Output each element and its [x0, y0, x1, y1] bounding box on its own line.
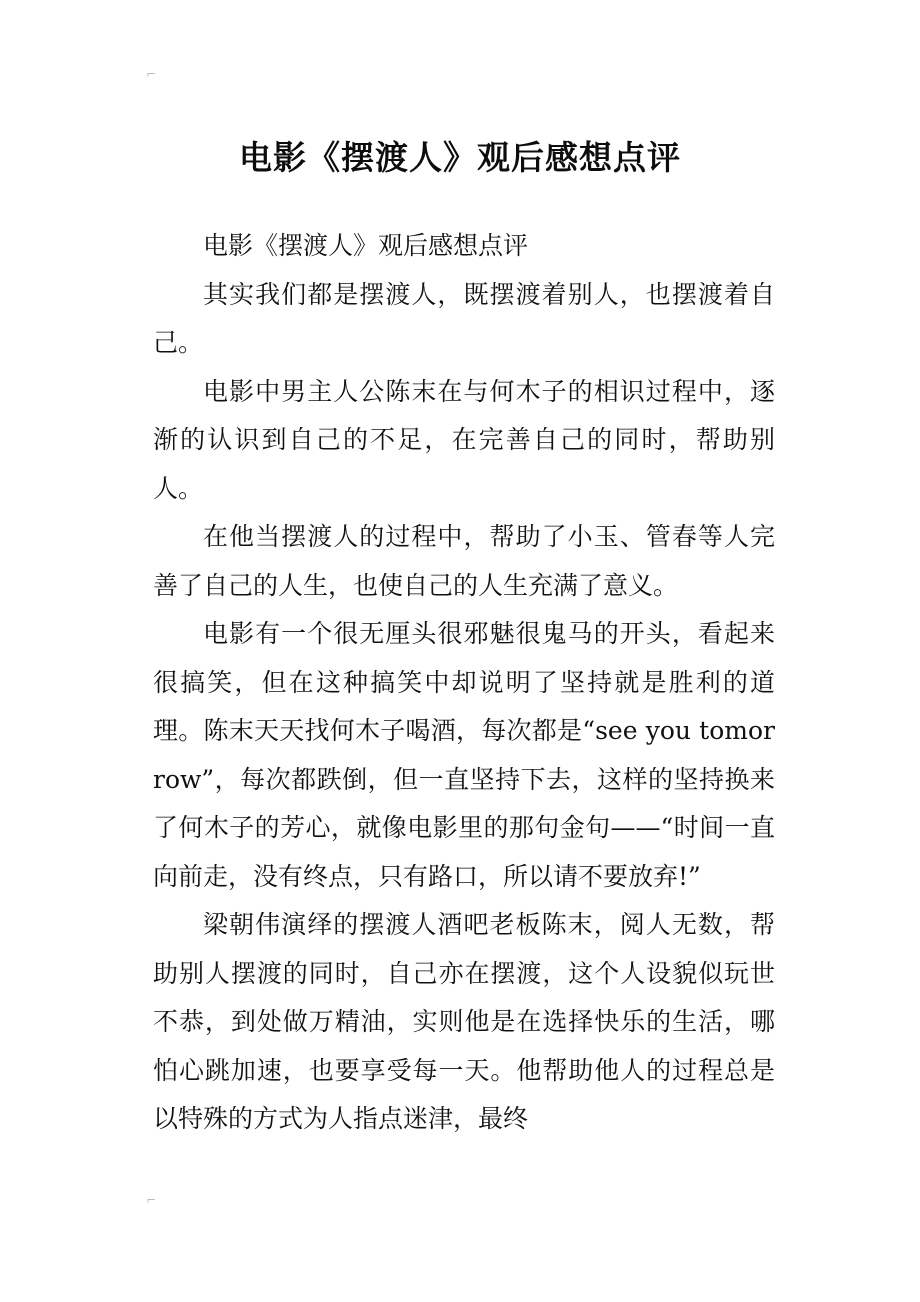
paragraph: 电影中男主人公陈末在与何木子的相识过程中，逐渐的认识到自己的不足，在完善自己的同时，帮助别人。: [153, 376, 775, 503]
corner-mark-top-left: ⌐: [146, 67, 157, 81]
document-title: 电影《摆渡人》观后感想点评: [239, 138, 681, 178]
document-body: [153, 222, 775, 1144]
paragraph: 其实我们都是摆渡人，既摆渡着别人，也摆渡着自己。: [153, 279, 775, 357]
paragraph: 在他当摆渡人的过程中，帮助了小玉、管春等人完善了自己的人生，也使自己的人生充满了意义。: [153, 522, 775, 600]
paragraph: 梁朝伟演绎的摆渡人酒吧老板陈末，阅人无数，帮助别人摆渡的同时，自己亦在摆渡，这个人设貌似玩世不恭，到处做万精油，实则他是在选择快乐的生活，哪怕心跳加速，也要享受每一天。他帮助他人的过程总是以特殊的方式为人指点迷津，最终: [153, 910, 775, 1133]
corner-mark-bottom-left: ⌐: [146, 1193, 157, 1207]
paragraph-subtitle: 电影《摆渡人》观后感想点评: [203, 231, 529, 260]
paragraph: 电影有一个很无厘头很邪魅很鬼马的开头，看起来很搞笑，但在这种搞笑中却说明了坚持就是胜利的道理。陈末天天找何木子喝酒，每次都是“see you tomorrow”，每次都跌倒，但一直坚持下去，这样的坚持换来了何木子的芳心，就像电影里的那句金句——“时间一直向前走，没有终点，只有路口，所以请不要放弃!”: [153, 619, 775, 891]
